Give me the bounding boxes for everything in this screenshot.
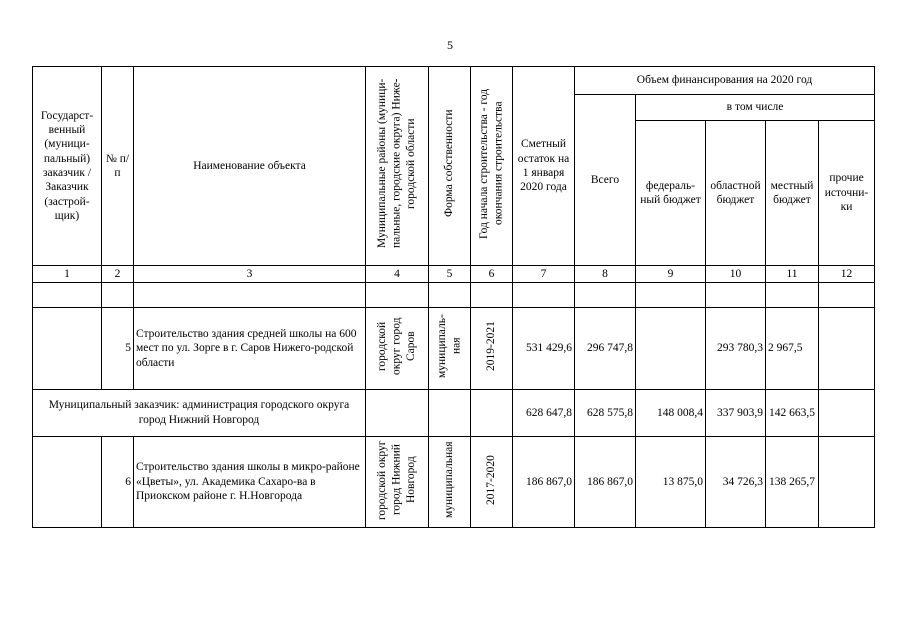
- header-financing: Объем финансирования на 2020 год: [575, 67, 875, 95]
- col-number: 10: [706, 266, 766, 283]
- table-row: [33, 436, 875, 527]
- row-num: 6: [102, 436, 134, 527]
- row-object-name: Строительство здания школы в микро-районе «Цветы», ул. Академика Сахаро-ва в Приокском районе г. Н.Новгорода: [134, 436, 366, 527]
- spacer-row: [33, 283, 875, 308]
- customer-estimate: 628 647,8: [513, 389, 575, 436]
- customer-federal: 148 008,4: [636, 389, 706, 436]
- row-estimate: 531 429,6: [513, 308, 575, 389]
- table-row: [33, 308, 875, 389]
- col-number: 6: [471, 266, 513, 283]
- header-districts: Муниципальные районы (муници-пальные, городские округа) Ниже-городской области: [366, 67, 429, 266]
- header-ownership: Форма собственности: [429, 67, 471, 266]
- col-number: 1: [33, 266, 102, 283]
- customer-total: 628 575,8: [575, 389, 636, 436]
- header-local: местный бюджет: [766, 121, 819, 266]
- header-regional: областной бюджет: [706, 121, 766, 266]
- customer-row: [33, 389, 875, 436]
- customer-regional: 337 903,9: [706, 389, 766, 436]
- page-number: 5: [447, 38, 453, 52]
- col-number: 11: [766, 266, 819, 283]
- header-other: прочие источни-ки: [819, 121, 875, 266]
- header-federal: федераль-ный бюджет: [636, 121, 706, 266]
- row-federal: 13 875,0: [636, 436, 706, 527]
- row-ownership: муниципаль-ная: [429, 308, 471, 389]
- customer-label: Муниципальный заказчик: администрация городского округа город Нижний Новгород: [33, 389, 366, 436]
- col-number: 5: [429, 266, 471, 283]
- row-total: 296 747,8: [575, 308, 636, 389]
- row-regional: 293 780,3: [706, 308, 766, 389]
- customer-local: 142 663,5: [766, 389, 819, 436]
- row-num: 5: [102, 308, 134, 389]
- row-years: 2019-2021: [471, 308, 513, 389]
- row-ownership: муниципальная: [429, 436, 471, 527]
- row-object-name: Строительство здания средней школы на 600 мест по ул. Зорге в г. Саров Нижего-родской области: [134, 308, 366, 389]
- header-object-name: Наименование объекта: [134, 67, 366, 266]
- col-number: 12: [819, 266, 875, 283]
- col-number: 2: [102, 266, 134, 283]
- header-including: в том числе: [636, 95, 875, 121]
- row-regional: 34 726,3: [706, 436, 766, 527]
- row-district: городской округ город Нижний Новгород: [366, 436, 429, 527]
- header-total: Всего: [575, 95, 636, 266]
- row-local: 138 265,7: [766, 436, 819, 527]
- header-years: Год начала строительства - год окончания строительства: [471, 67, 513, 266]
- col-number: 9: [636, 266, 706, 283]
- header-estimate: Сметный остаток на 1 января 2020 года: [513, 67, 575, 266]
- col-number: 4: [366, 266, 429, 283]
- row-customer: [33, 308, 102, 389]
- row-local: 2 967,5: [766, 308, 819, 389]
- row-other: [819, 308, 875, 389]
- row-customer: [33, 436, 102, 527]
- row-other: [819, 436, 875, 527]
- col-number: 8: [575, 266, 636, 283]
- row-estimate: 186 867,0: [513, 436, 575, 527]
- customer-other: [819, 389, 875, 436]
- col-number: 7: [513, 266, 575, 283]
- row-district: городской округ город Саров: [366, 308, 429, 389]
- row-years: 2017-2020: [471, 436, 513, 527]
- header-customer: Государст-венный (муници-пальный) заказчик / Заказчик (застрой-щик): [33, 67, 102, 266]
- col-number: 3: [134, 266, 366, 283]
- row-total: 186 867,0: [575, 436, 636, 527]
- header-num: № п/п: [102, 67, 134, 266]
- row-federal: [636, 308, 706, 389]
- financing-table: [32, 66, 875, 528]
